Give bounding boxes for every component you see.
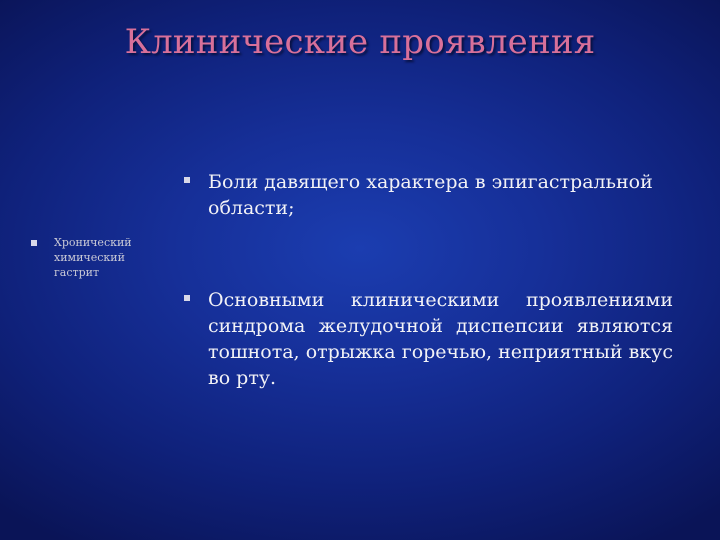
side-bullet-icon bbox=[31, 240, 37, 246]
point-1-text: Боли давящего характера в эпигастральной области; bbox=[208, 171, 653, 219]
point-1-bullet-icon bbox=[184, 177, 190, 183]
point-2-bullet-icon bbox=[184, 295, 190, 301]
point-2-text: Основными клиническими проявлениями синдрома желудочной диспепсии являются тошнота, отрыжка горечью, неприятный вкус во рту. bbox=[208, 289, 673, 389]
slide-title: Клинические проявления bbox=[124, 22, 596, 62]
side-label: Хронический химический гастрит bbox=[54, 236, 132, 279]
